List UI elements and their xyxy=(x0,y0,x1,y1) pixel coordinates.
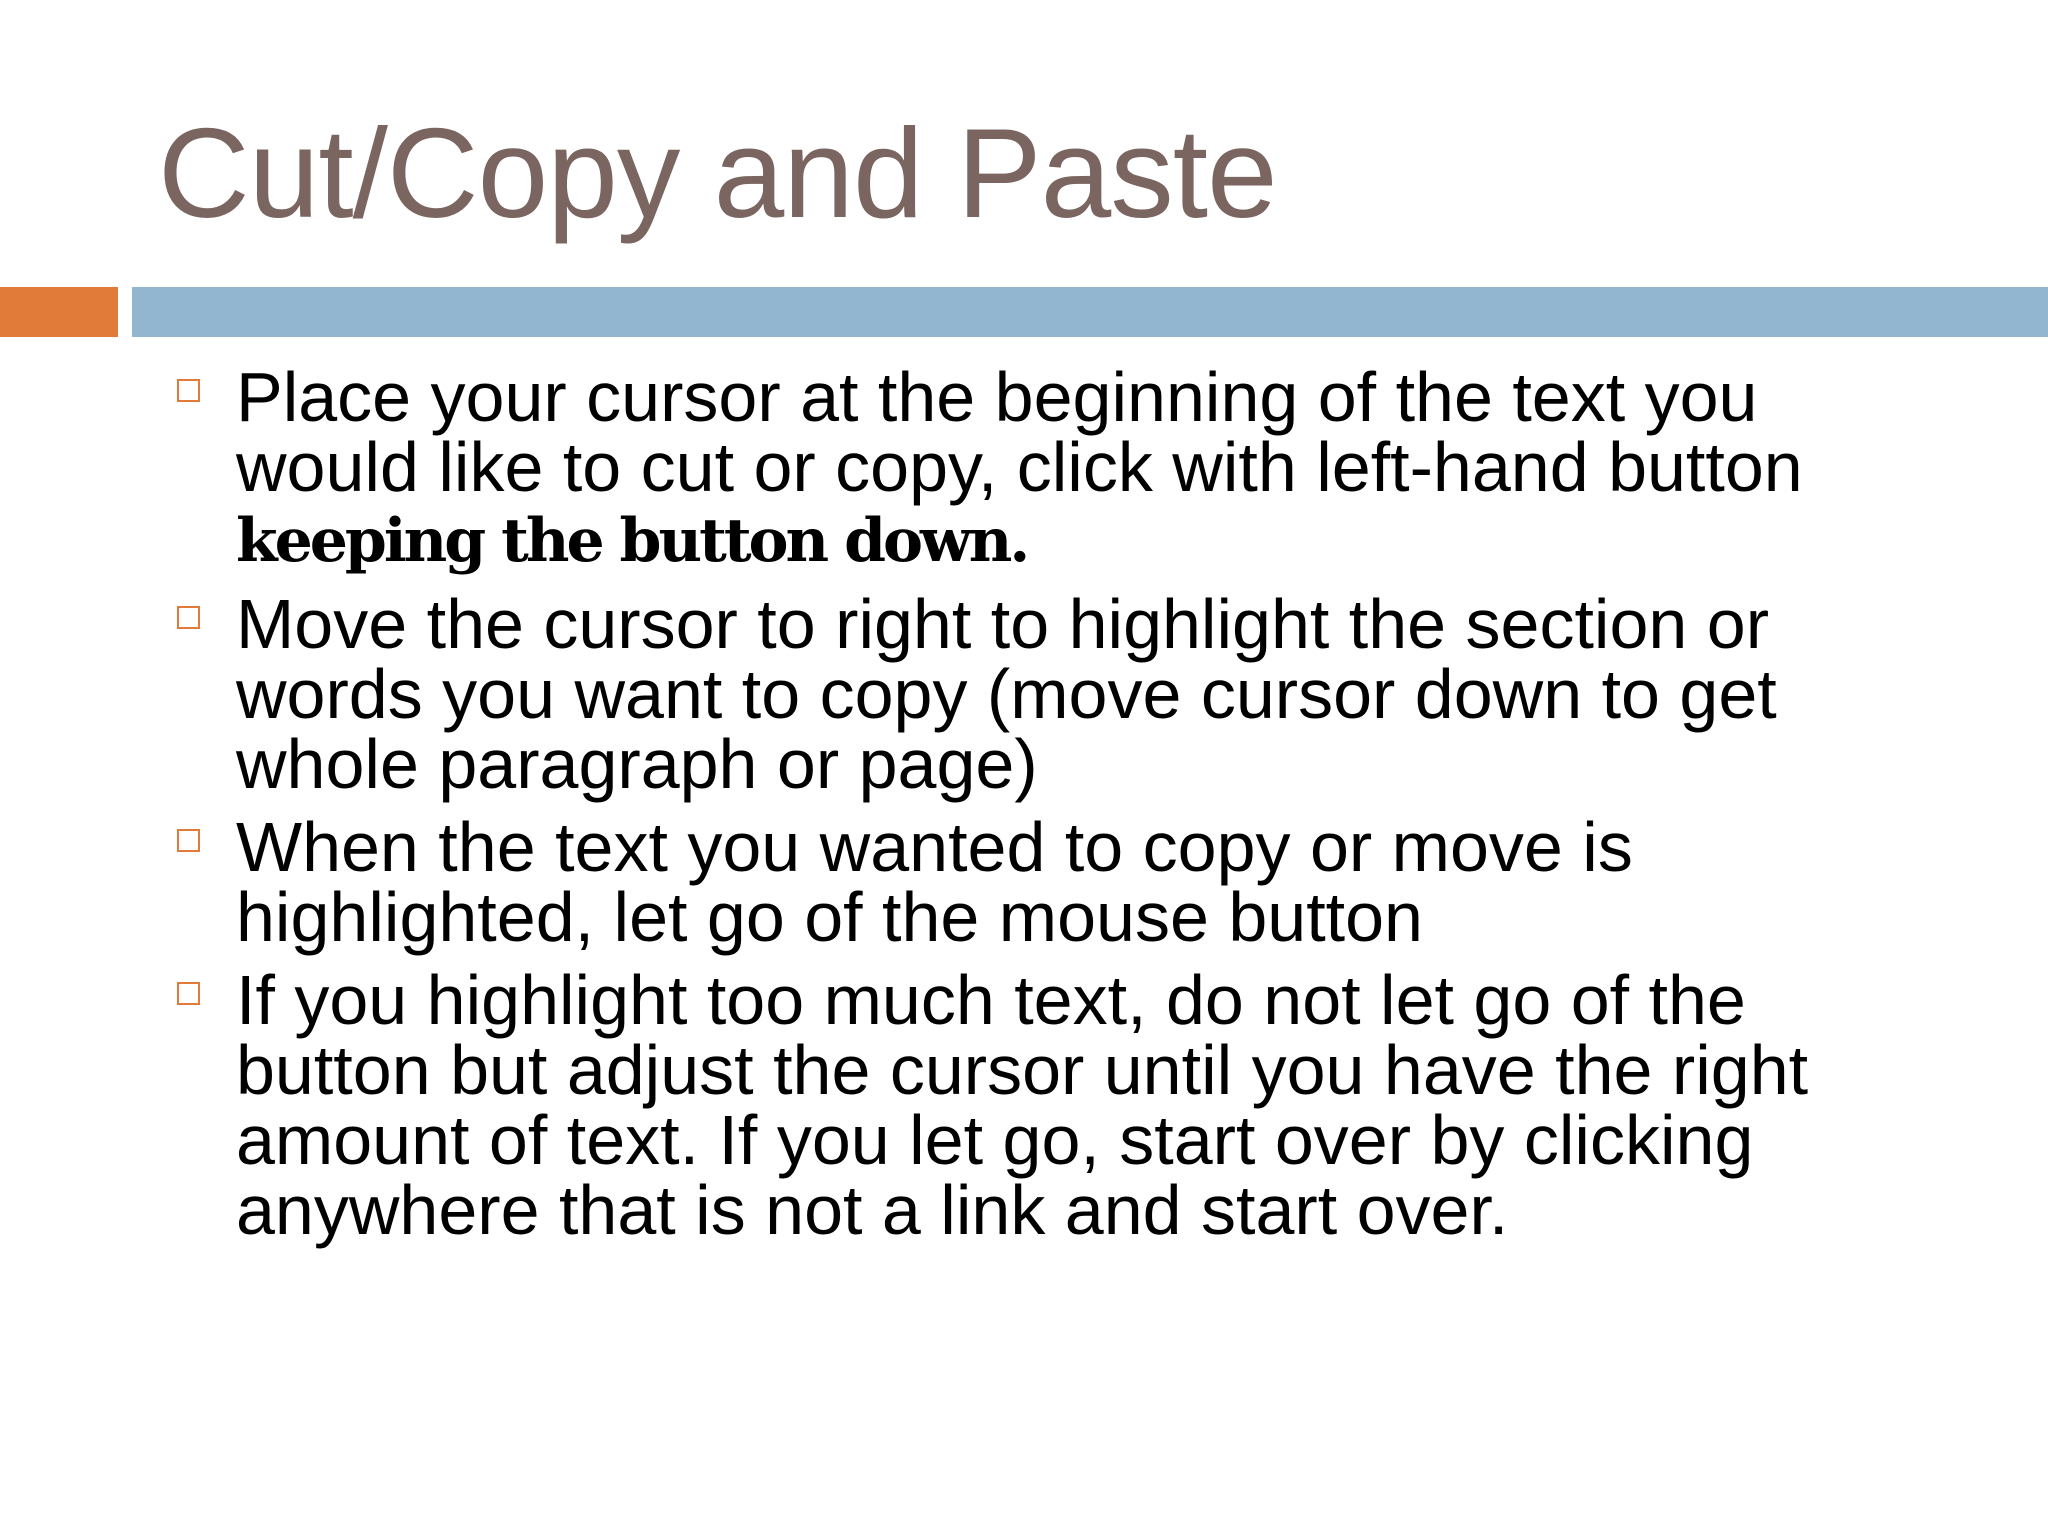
square-bullet-icon xyxy=(177,982,200,1005)
bullet-item xyxy=(177,961,1897,1249)
bullet-item xyxy=(177,585,1897,803)
bullet-text: If you highlight too much text, do not let go of the button but adjust the cursor until you have the right amount of text. If you let go, start over by clicking anywhere that is not a link and start over. xyxy=(236,961,1809,1249)
square-bullet-icon xyxy=(177,379,200,402)
bullet-item xyxy=(177,358,1897,576)
accent-bar-orange xyxy=(0,287,118,337)
bullet-text: When the text you wanted to copy or move is highlighted, let go of the mouse button xyxy=(236,808,1633,956)
bullet-text: Place your cursor at the beginning of the text you would like to cut or copy, click with left-hand button xyxy=(236,358,1803,506)
accent-bar-blue xyxy=(132,287,2048,337)
bullet-emphasis: keeping the button down. xyxy=(236,506,1028,576)
slide-title: Cut/Copy and Paste xyxy=(158,102,1277,244)
bullet-item xyxy=(177,808,1897,956)
bullet-text: Move the cursor to right to highlight the section or words you want to copy (move cursor down to get whole paragraph or page) xyxy=(236,585,1777,803)
square-bullet-icon xyxy=(177,829,200,852)
bullet-list xyxy=(177,358,1897,1258)
square-bullet-icon xyxy=(177,606,200,629)
